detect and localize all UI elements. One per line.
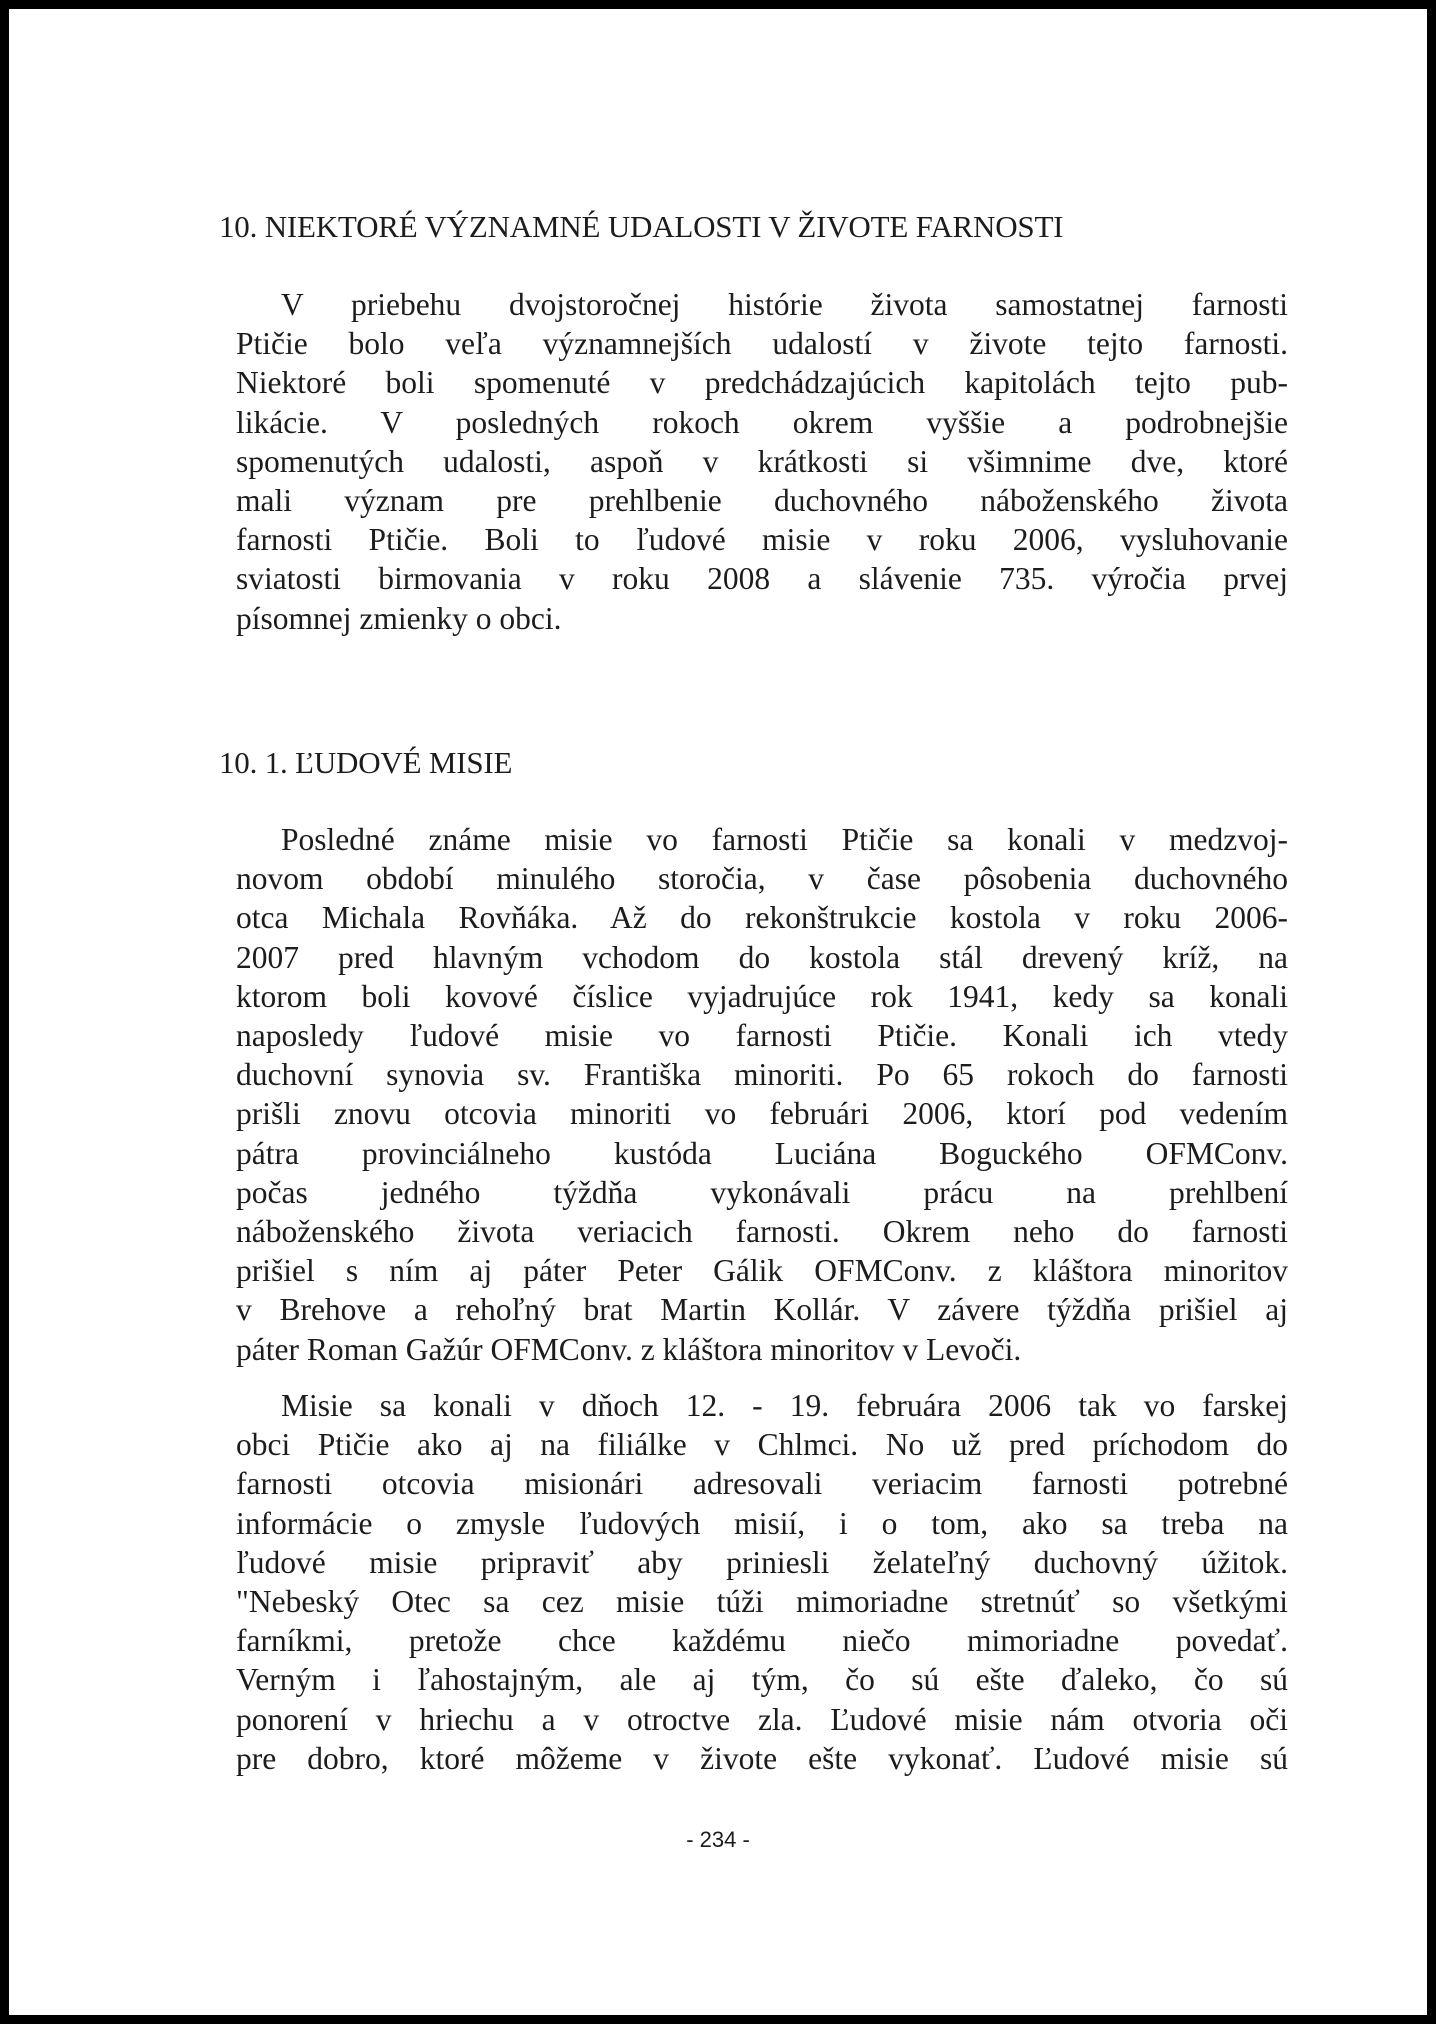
text-line: Ptičie bolo veľa významnejších udalostí v živote tejto farnosti. bbox=[236, 326, 1288, 362]
text-line: 2007 pred hlavným vchodom do kostola stál drevený kríž, na bbox=[236, 939, 1288, 975]
text-line: Niektoré boli spomenuté v predchádzajúcich kapitolách tejto pub- bbox=[236, 365, 1288, 401]
text-line: novom období minulého storočia, v čase pôsobenia duchovného bbox=[236, 861, 1288, 897]
text-line: pátra provinciálneho kustóda Luciána Boguckého OFMConv. bbox=[236, 1135, 1288, 1171]
text-line: ponorení v hriechu a v otroctve zla. Ľudové misie nám otvoria oči bbox=[236, 1701, 1288, 1737]
text-line: Misie sa konali v dňoch 12. - 19. februára 2006 tak vo farskej bbox=[281, 1388, 1288, 1423]
text-line: otca Michala Rovňáka. Až do rekonštrukcie kostola v roku 2006- bbox=[236, 900, 1288, 936]
book-page bbox=[9, 9, 1427, 2015]
chapter-heading: 10. NIEKTORÉ VÝZNAMNÉ UDALOSTI V ŽIVOTE FARNOSTI bbox=[219, 209, 1064, 244]
text-line: v Brehove a rehoľný brat Martin Kollár. V závere týždňa prišiel aj bbox=[236, 1292, 1288, 1328]
text-line: počas jedného týždňa vykonávali prácu na prehlbení bbox=[236, 1174, 1288, 1210]
page-number: - 234 - bbox=[686, 1827, 750, 1852]
text-line: náboženského života veriacich farnosti. Okrem neho do farnosti bbox=[236, 1214, 1288, 1250]
text-line: duchovní synovia sv. Františka minoriti. Po 65 rokoch do farnosti bbox=[236, 1057, 1288, 1093]
paragraph-intro bbox=[236, 285, 1288, 638]
paragraph-missions-history bbox=[236, 820, 1288, 1369]
text-line: farnosti otcovia misionári adresovali veriacim farnosti potrebné bbox=[236, 1466, 1288, 1502]
text-line: mali význam pre prehlbenie duchovného náboženského života bbox=[236, 483, 1288, 519]
text-line: prišli znovu otcovia minoriti vo februári 2006, ktorí pod vedením bbox=[236, 1096, 1288, 1132]
text-line: informácie o zmysle ľudových misií, i o tom, ako sa treba na bbox=[236, 1505, 1288, 1541]
text-line: prišiel s ním aj páter Peter Gálik OFMConv. z kláštora minoritov bbox=[236, 1253, 1288, 1289]
text-line: likácie. V posledných rokoch okrem vyššie a podrobnejšie bbox=[236, 404, 1288, 440]
text-line: spomenutých udalosti, aspoň v krátkosti si všimnime dve, ktoré bbox=[236, 443, 1288, 479]
paragraph-missions-dates bbox=[236, 1386, 1288, 1778]
text-line: obci Ptičie ako aj na filiálke v Chlmci. No už pred príchodom do bbox=[236, 1427, 1288, 1463]
text-line: páter Roman Gažúr OFMConv. z kláštora minoritov v Levoči. bbox=[236, 1331, 1022, 1367]
text-line: "Nebeský Otec sa cez misie túži mimoriadne stretnúť so všetkými bbox=[236, 1584, 1288, 1620]
text-line: písomnej zmienky o obci. bbox=[236, 600, 562, 636]
text-line: farníkmi, pretože chce každému niečo mimoriadne povedať. bbox=[236, 1623, 1288, 1659]
text-line: farnosti Ptičie. Boli to ľudové misie v roku 2006, vysluhovanie bbox=[236, 522, 1288, 558]
text-line: ktorom boli kovové číslice vyjadrujúce rok 1941, kedy sa konali bbox=[236, 978, 1288, 1014]
text-line: pre dobro, ktoré môžeme v živote ešte vykonať. Ľudové misie sú bbox=[236, 1740, 1288, 1776]
text-line: ľudové misie pripraviť aby priniesli želateľný duchovný úžitok. bbox=[236, 1544, 1288, 1580]
text-line: V priebehu dvojstoročnej histórie života samostatnej farnosti bbox=[281, 287, 1288, 322]
section-heading: 10. 1. ĽUDOVÉ MISIE bbox=[219, 745, 513, 780]
text-line: Verným i ľahostajným, ale aj tým, čo sú ešte ďaleko, čo sú bbox=[236, 1662, 1288, 1698]
text-line: sviatosti birmovania v roku 2008 a slávenie 735. výročia prvej bbox=[236, 561, 1288, 597]
text-line: Posledné známe misie vo farnosti Ptičie sa konali v medzvoj- bbox=[281, 822, 1288, 857]
text-line: naposledy ľudové misie vo farnosti Ptičie. Konali ich vtedy bbox=[236, 1018, 1288, 1054]
